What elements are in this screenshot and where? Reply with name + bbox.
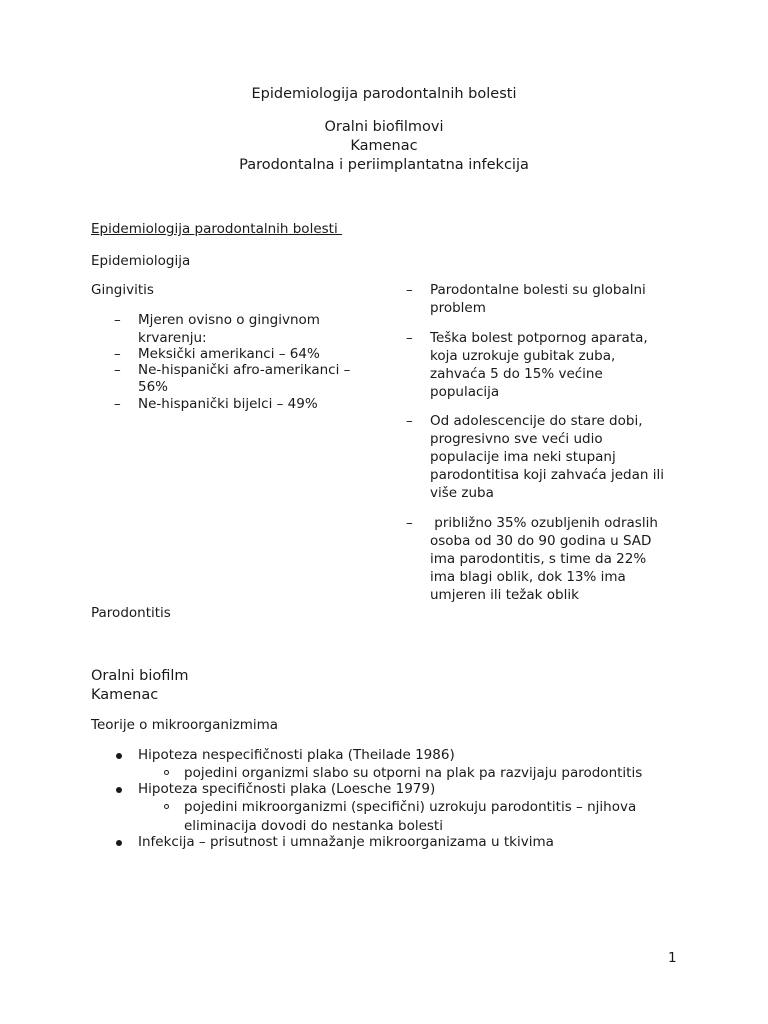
- dash-marker: –: [406, 413, 413, 429]
- list-subitem-continuation: eliminacija dovodi do nestanka bolesti: [184, 818, 443, 834]
- circle-bullet-icon: [164, 804, 169, 809]
- label-parodontitis: Parodontitis: [91, 605, 171, 621]
- bullet-icon: [116, 753, 122, 759]
- dash-marker: –: [114, 312, 121, 328]
- section-heading-kamenac: Kamenac: [91, 687, 159, 703]
- subtitle-biofilm: Oralni biofilmovi: [324, 119, 444, 135]
- bullet-icon: [116, 787, 122, 793]
- list-item: Hipoteza nespecifičnosti plaka (Theilade 1986): [138, 747, 455, 763]
- bullet-icon: [116, 840, 122, 846]
- circle-bullet-icon: [164, 770, 169, 775]
- dash-marker: –: [406, 330, 413, 346]
- dash-marker: –: [114, 396, 121, 412]
- document-title: Epidemiologija parodontalnih bolesti: [251, 86, 517, 102]
- dash-marker: –: [114, 362, 121, 378]
- list-item: Hipoteza specifičnosti plaka (Loesche 1979): [138, 781, 436, 797]
- subtitle-infekcija: Parodontalna i periimplantatna infekcija: [239, 157, 529, 173]
- dash-marker: –: [406, 282, 413, 298]
- subtitle-kamenac: Kamenac: [350, 138, 418, 154]
- label-gingivitis: Gingivitis: [91, 282, 154, 298]
- label-theories: Teorije o mikroorganizmima: [91, 717, 279, 733]
- section-heading-epidemiologija: Epidemiologija parodontalnih bolesti: [91, 221, 342, 237]
- page-number: 1: [668, 950, 677, 966]
- subheading-epidemiologija: Epidemiologija: [91, 253, 191, 269]
- dash-marker: –: [114, 346, 121, 362]
- list-subitem: pojedini organizmi slabo su otporni na plak pa razvijaju parodontitis: [184, 765, 643, 781]
- list-item: Infekcija – prisutnost i umnažanje mikroorganizama u tkivima: [138, 834, 554, 850]
- list-subitem: pojedini mikroorganizmi (specifični) uzrokuju parodontitis – njihova: [184, 799, 637, 815]
- dash-marker: –: [406, 515, 413, 531]
- section-heading-biofilm: Oralni biofilm: [91, 668, 189, 684]
